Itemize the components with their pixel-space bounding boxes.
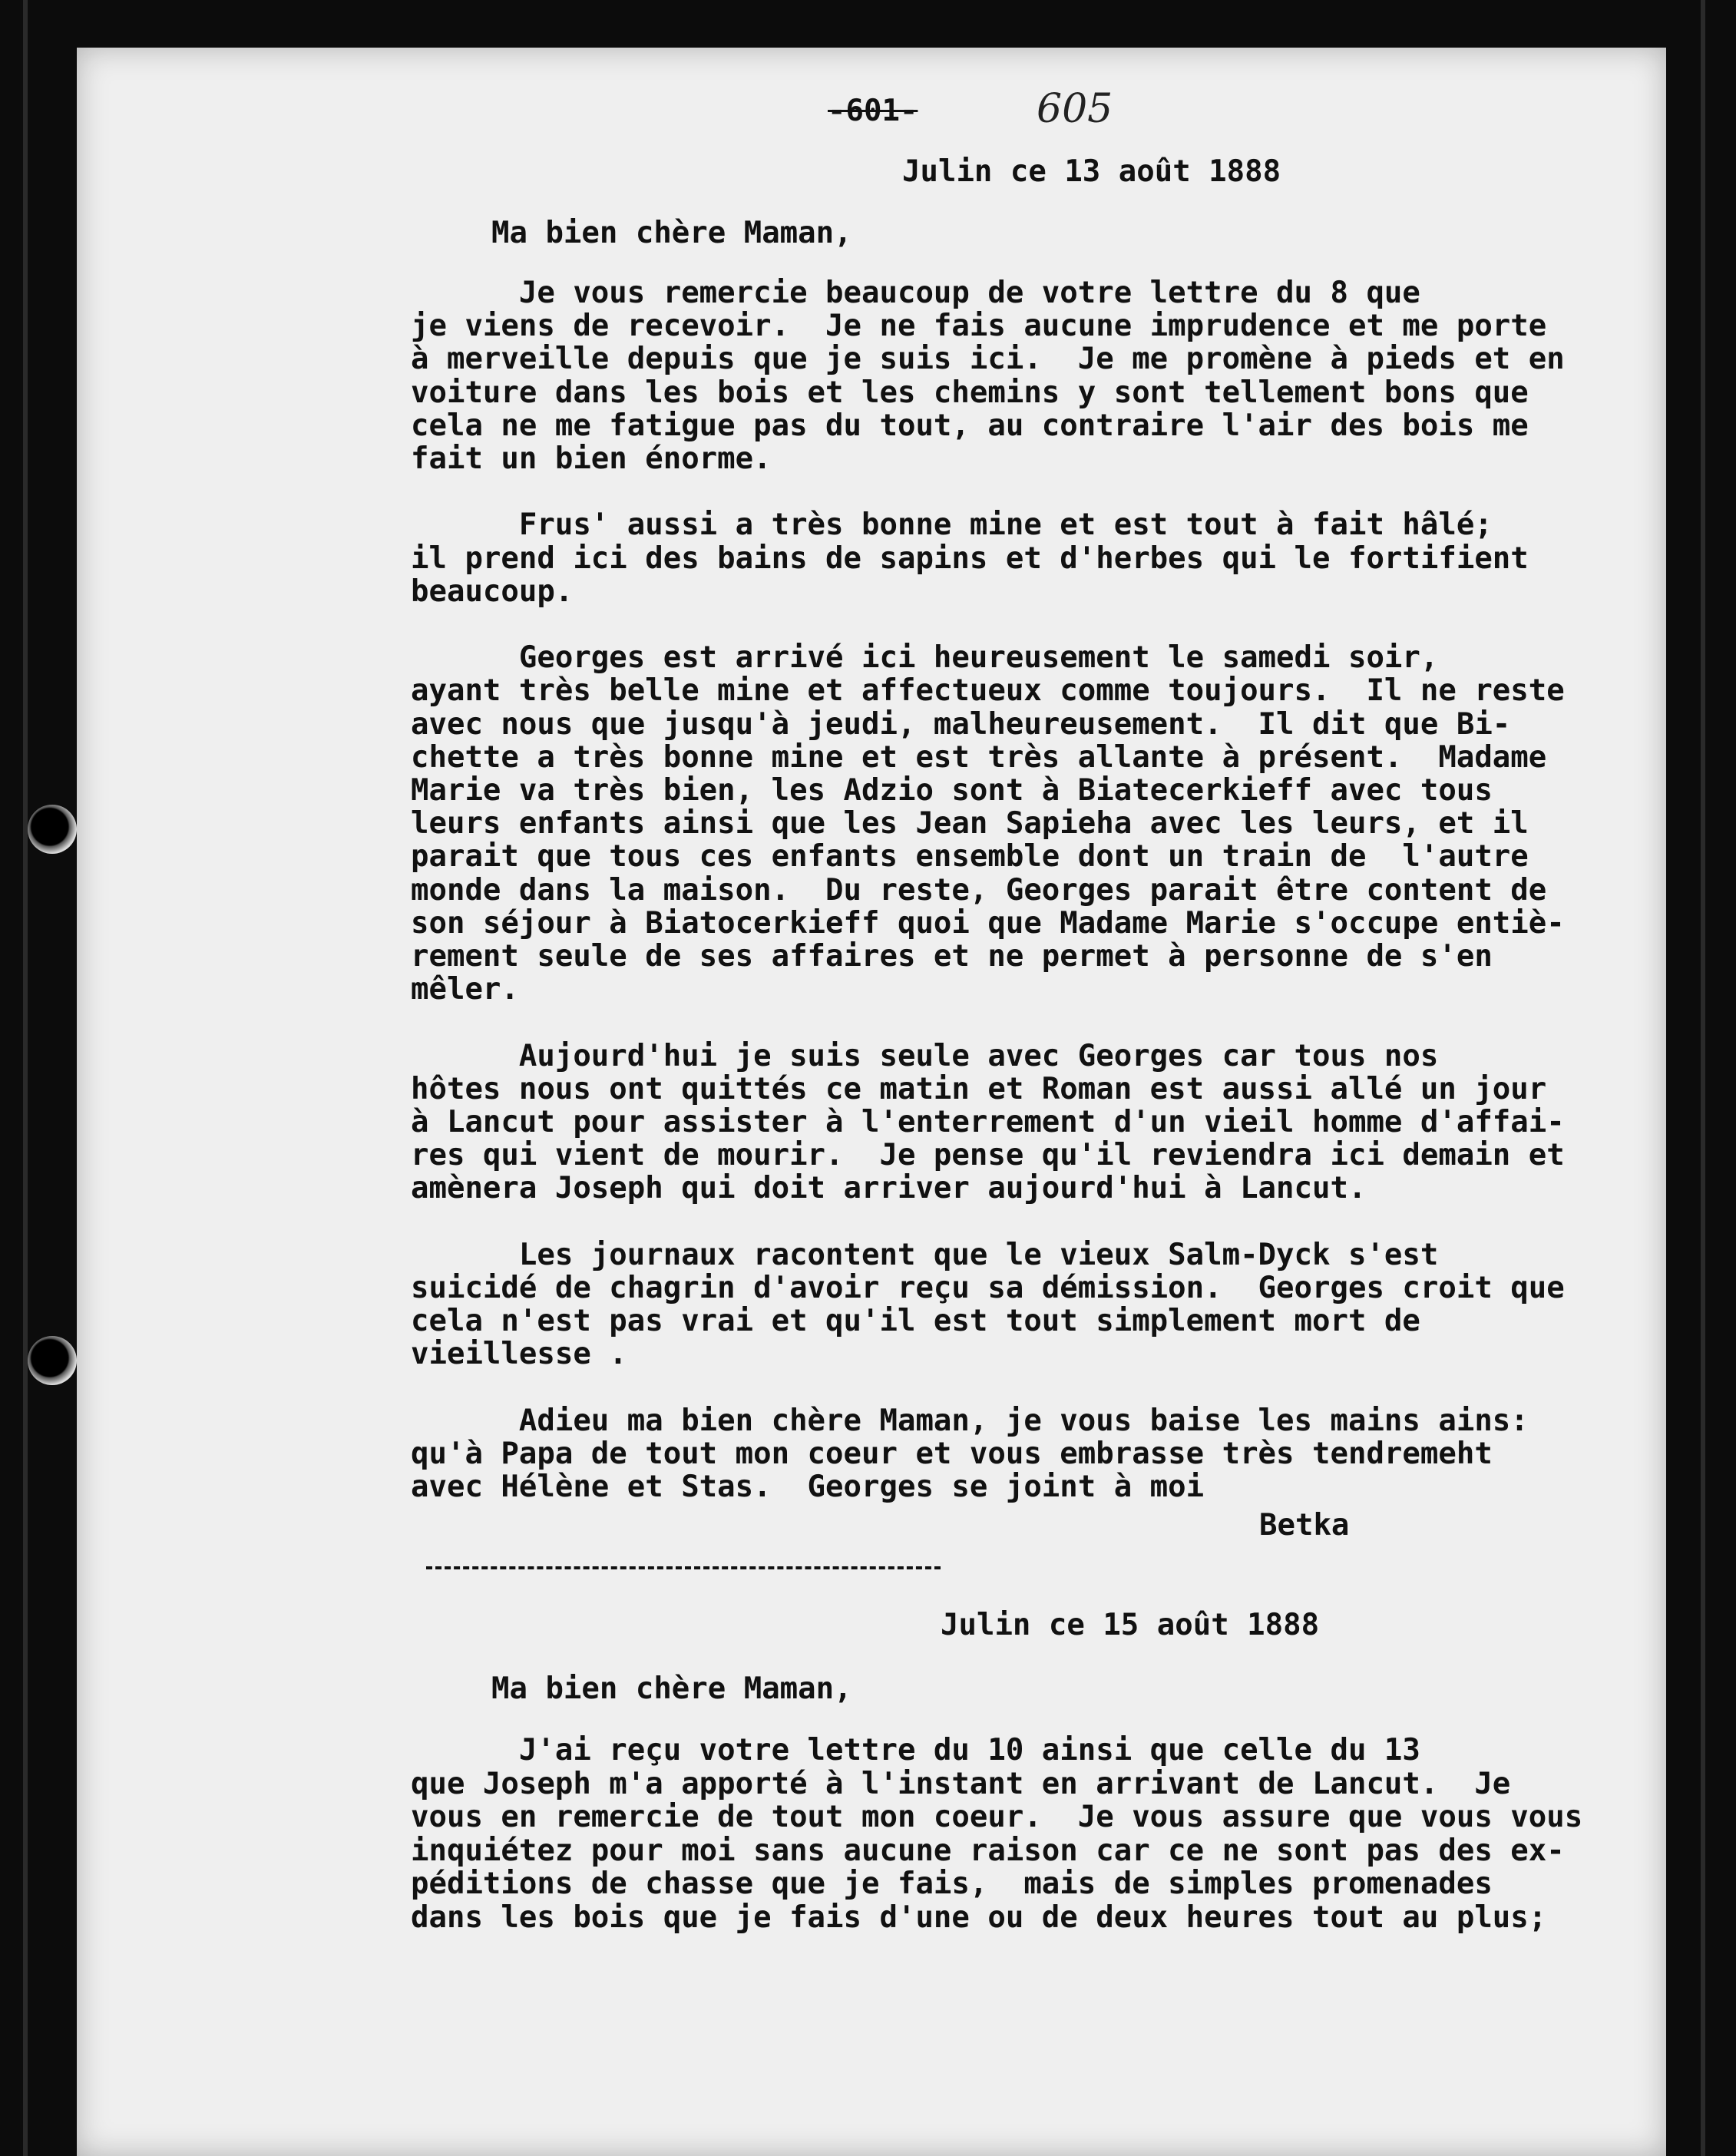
text-line: Les journaux racontent que le vieux Salm-Dyck s'est <box>411 1237 1439 1272</box>
text-line: voiture dans les bois et les chemins y sont tellement bons que <box>411 375 1529 410</box>
punch-hole-bottom <box>28 1336 77 1385</box>
text-line: fait un bien énorme. <box>411 441 772 476</box>
text-line: Aujourd'hui je suis seule avec Georges car tous nos <box>411 1038 1439 1073</box>
text-line: vous en remercie de tout mon coeur. Je vous assure que vous vous <box>411 1800 1583 1834</box>
text-line: ayant très belle mine et affectueux comme toujours. Il ne reste <box>411 673 1565 709</box>
text-line: il prend ici des bains de sapins et d'herbes qui le fortifient <box>411 541 1529 576</box>
text-line: vieillesse . <box>411 1337 627 1372</box>
text-line: Frus' aussi a très bonne mine et est tout à fait hâlé; <box>411 508 1493 543</box>
letter-separator <box>426 1566 941 1569</box>
text-line: je viens de recevoir. Je ne fais aucune imprudence et me porte <box>411 309 1547 344</box>
page-number-handwritten: 605 <box>1037 86 1113 132</box>
text-line: Adieu ma bien chère Maman, je vous baise les mains ains: <box>411 1403 1529 1438</box>
text-line: res qui vient de mourir. Je pense qu'il reviendra ici demain et <box>411 1138 1565 1173</box>
text-line: leurs enfants ainsi que les Jean Sapieha avec les leurs, et il <box>411 806 1529 842</box>
text-line: parait que tous ces enfants ensemble dont un train de l'autre <box>411 839 1529 875</box>
text-line: rement seule de ses affaires et ne permet à personne de s'en <box>411 939 1493 974</box>
letter2-salutation: Ma bien chère Maman, <box>491 1672 852 1706</box>
text-line: péditions de chasse que je fais, mais de simples promenades <box>411 1867 1493 1901</box>
text-line: chette a très bonne mine et est très allante à présent. Madame <box>411 739 1547 775</box>
text-line: à merveille depuis que je suis ici. Je me promène à pieds et en <box>411 342 1565 377</box>
right-binding-edge <box>1701 0 1705 2156</box>
letter1-salutation: Ma bien chère Maman, <box>491 216 852 250</box>
letter1-signature: Betka <box>1259 1508 1350 1543</box>
text-line: Je vous remercie beaucoup de votre lettre du 8 que <box>411 276 1420 310</box>
punch-hole-top <box>28 805 77 854</box>
text-line: que Joseph m'a apporté à l'instant en arrivant de Lancut. Je <box>411 1766 1511 1801</box>
text-line: Georges est arrivé ici heureusement le samedi soir, <box>411 640 1439 676</box>
text-line: cela n'est pas vrai et qu'il est tout simplement mort de <box>411 1304 1420 1339</box>
text-line: avec nous que jusqu'à jeudi, malheureusement. Il dit que Bi- <box>411 706 1511 742</box>
text-line: cela ne me fatigue pas du tout, au contraire l'air des bois me <box>411 408 1529 443</box>
left-binding-edge <box>23 0 28 2156</box>
text-line: avec Hélène et Stas. Georges se joint à moi <box>411 1470 1205 1505</box>
page-number-struck: -601- <box>828 94 918 128</box>
text-line: suicidé de chagrin d'avoir reçu sa démission. Georges croit que <box>411 1271 1565 1305</box>
text-line: amènera Joseph qui doit arriver aujourd'hui à Lancut. <box>411 1171 1367 1206</box>
text-line: J'ai reçu votre lettre du 10 ainsi que celle du 13 <box>411 1733 1420 1767</box>
text-line: beaucoup. <box>411 574 574 609</box>
text-line: qu'à Papa de tout mon coeur et vous embrasse très tendremeht <box>411 1437 1493 1471</box>
text-line: hôtes nous ont quittés ce matin et Roman est aussi allé un jour <box>411 1071 1547 1106</box>
text-line: monde dans la maison. Du reste, Georges parait être content de <box>411 872 1547 908</box>
text-line: son séjour à Biatocerkieff quoi que Madame Marie s'occupe entiè- <box>411 905 1565 941</box>
text-line: inquiétez pour moi sans aucune raison car ce ne sont pas des ex- <box>411 1833 1565 1868</box>
text-line: à Lancut pour assister à l'enterrement d'un vieil homme d'affai- <box>411 1105 1565 1139</box>
text-line: mêler. <box>411 972 519 1007</box>
text-line: dans les bois que je fais d'une ou de deux heures tout au plus; <box>411 1900 1547 1935</box>
letter1-date: Julin ce 13 août 1888 <box>902 154 1281 189</box>
text-line: Marie va très bien, les Adzio sont à Biatecerkieff avec tous <box>411 773 1493 808</box>
letter2-date: Julin ce 15 août 1888 <box>941 1608 1320 1642</box>
